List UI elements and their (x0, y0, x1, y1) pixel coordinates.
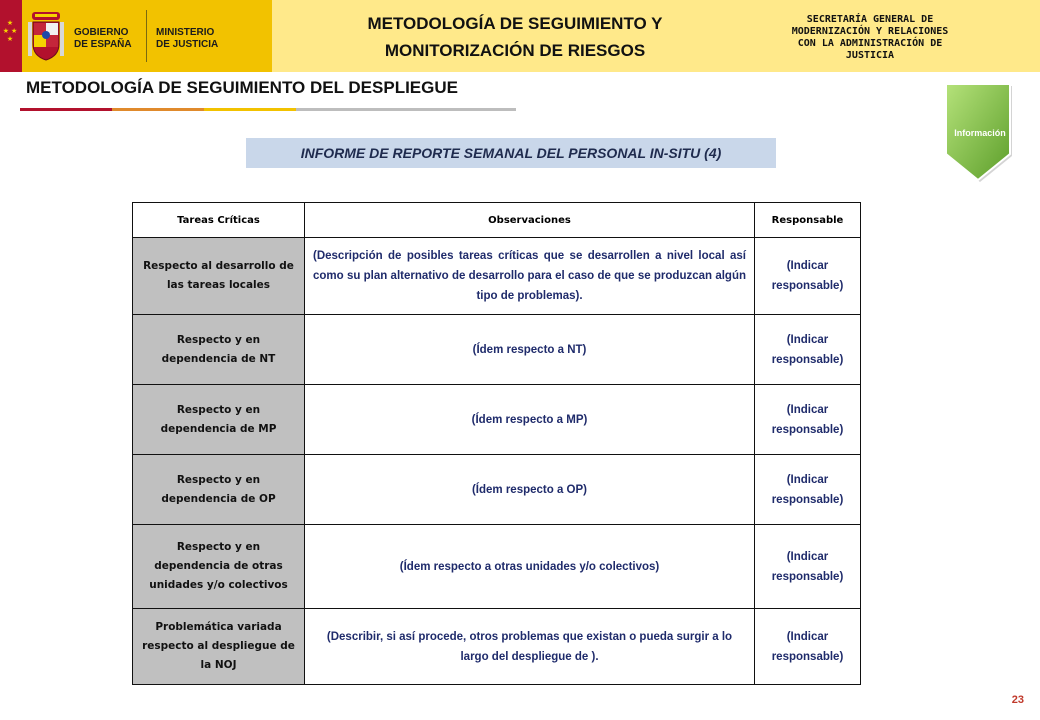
info-badge-label: Información (954, 128, 1006, 138)
column-header-responsible: Responsable (755, 203, 861, 238)
section-underline-gold (204, 108, 296, 111)
task-cell: Problemática variada respecto al despliegue de la NOJ (133, 609, 305, 685)
task-cell: Respecto al desarrollo de las tareas locales (133, 238, 305, 315)
task-cell: Respecto y en dependencia de NT (133, 315, 305, 385)
government-logo-block (0, 0, 272, 72)
task-cell: Respecto y en dependencia de MP (133, 385, 305, 455)
page-number: 23 (1011, 694, 1024, 706)
coat-of-arms-icon (28, 10, 64, 62)
document-title: METODOLOGÍA DE SEGUIMIENTO Y MONITORIZACIÓN DE RIESGOS (367, 14, 663, 60)
eu-flag-strip (0, 0, 22, 72)
table-row (133, 238, 861, 315)
table-row (133, 315, 861, 385)
section-underline-gray (296, 108, 516, 111)
section-title: METODOLOGÍA DE SEGUIMIENTO DEL DESPLIEGUE (26, 78, 458, 97)
government-name: GOBIERNO DE ESPAÑA (74, 27, 132, 50)
secretariat-name: SECRETARÍA GENERAL DE MODERNIZACIÓN Y RELACIONES CON LA ADMINISTRACIÓN DE JUSTICIA (791, 14, 949, 61)
ministry-name: MINISTERIO DE JUSTICIA (156, 27, 219, 50)
table-row (133, 609, 861, 685)
section-underline-red (20, 108, 112, 111)
task-cell: Respecto y en dependencia de OP (133, 455, 305, 525)
table-row (133, 455, 861, 525)
observation-cell: (Descripción de posibles tareas críticas que se desarrollen a nivel local así como su plan alternativo de desarrollo para el caso de que se produzcan algún tipo de problemas). (305, 238, 755, 315)
observation-cell: (Ídem respecto a NT) (305, 315, 755, 385)
report-title: INFORME DE REPORTE SEMANAL DEL PERSONAL IN-SITU (4) (246, 138, 776, 168)
logo-divider (146, 10, 147, 62)
observation-cell: (Describir, si así procede, otros problemas que existan o pueda surgir a lo largo del despliegue de ). (305, 609, 755, 685)
table-row (133, 385, 861, 455)
responsible-cell: (Indicar responsable) (755, 385, 861, 455)
observation-cell: (Ídem respecto a OP) (305, 455, 755, 525)
task-cell: Respecto y en dependencia de otras unidades y/o colectivos (133, 525, 305, 609)
table-header-row (133, 203, 861, 238)
header-banner (0, 0, 1040, 72)
responsible-cell: (Indicar responsable) (755, 455, 861, 525)
table-row (133, 525, 861, 609)
responsible-cell: (Indicar responsable) (755, 525, 861, 609)
observation-cell: (Ídem respecto a MP) (305, 385, 755, 455)
responsible-cell: (Indicar responsable) (755, 238, 861, 315)
section-underline-orange (112, 108, 204, 111)
column-header-tasks: Tareas Críticas (133, 203, 305, 238)
column-header-observations: Observaciones (305, 203, 755, 238)
eu-stars-icon: ★ ★ ★ ★ (2, 20, 18, 43)
observation-cell: (Ídem respecto a otras unidades y/o colectivos) (305, 525, 755, 609)
responsible-cell: (Indicar responsable) (755, 609, 861, 685)
report-table (132, 202, 861, 685)
responsible-cell: (Indicar responsable) (755, 315, 861, 385)
